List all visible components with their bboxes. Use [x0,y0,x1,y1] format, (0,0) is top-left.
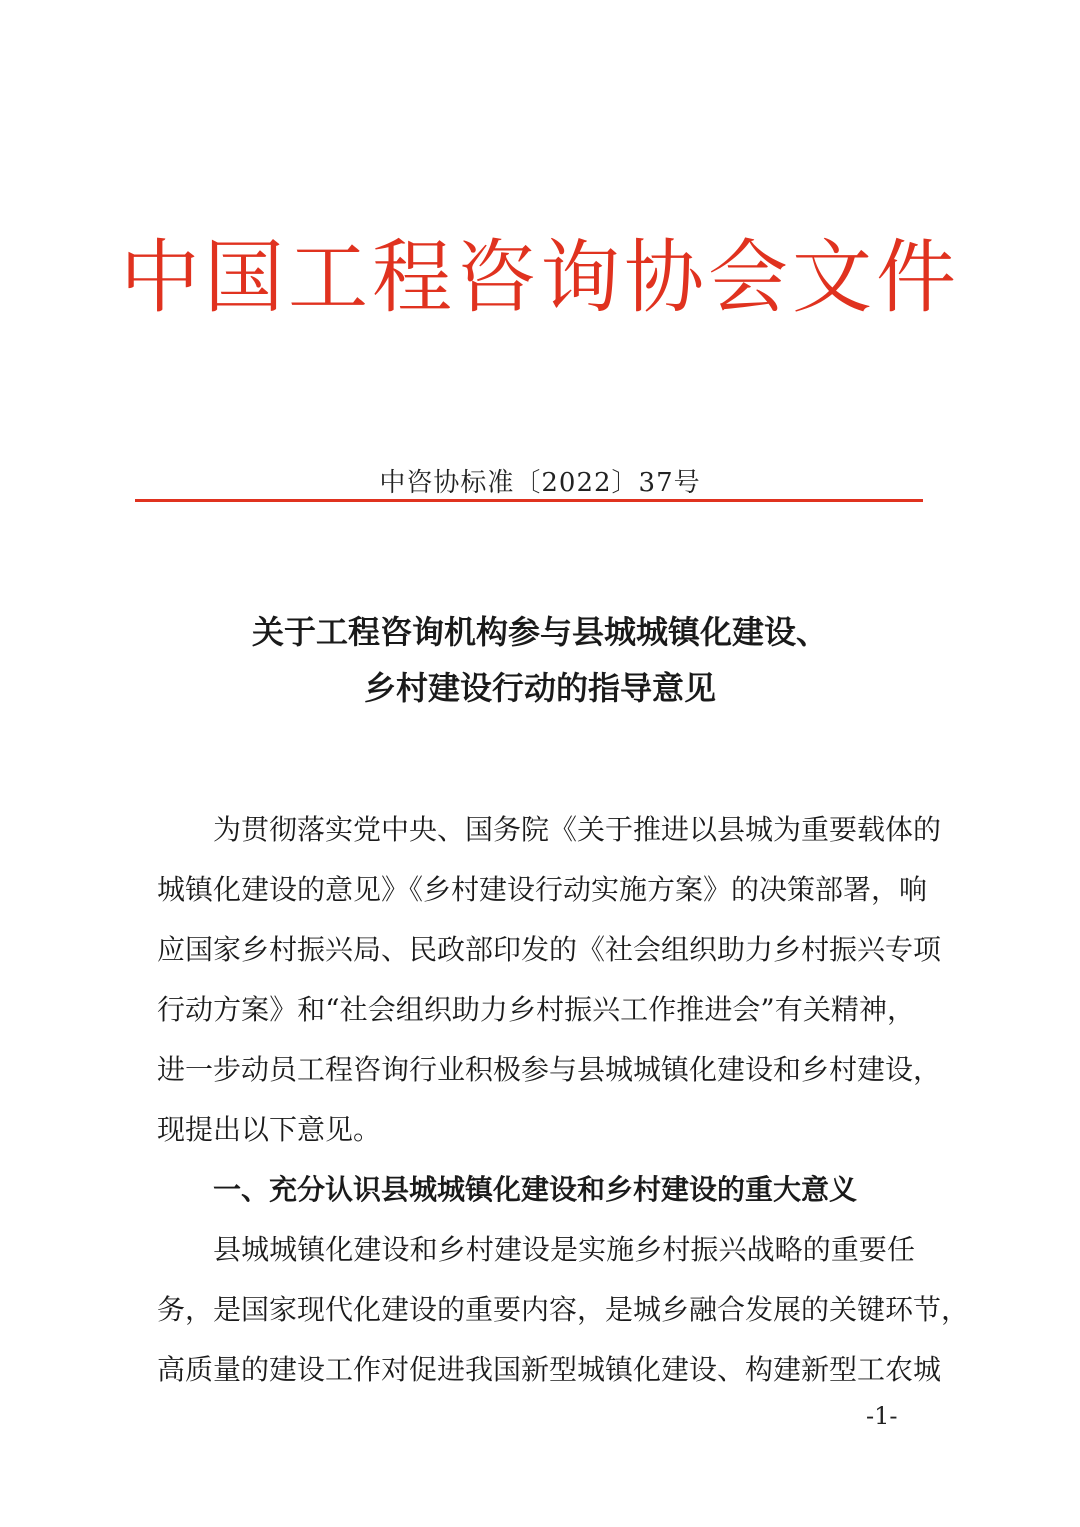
document-body [157,800,970,1400]
document-title [0,604,1080,716]
intro-line: 进一步动员工程咨询行业积极参与县城城镇化建设和乡村建设， [157,1053,942,1086]
page-number: -1- [866,1402,898,1430]
section-heading: 一、充分认识县城城镇化建设和乡村建设的重大意义 [213,1173,858,1206]
section-line: 务，是国家现代化建设的重要内容，是城乡融合发展的关键环节， [157,1293,970,1326]
intro-line: 应国家乡村振兴局、民政部印发的《社会组织助力乡村振兴专项 [157,933,942,966]
intro-line: 行动方案》和“社会组织助力乡村振兴工作推进会”有关精神， [157,993,915,1026]
title-line-2: 乡村建设行动的指导意见 [363,669,716,707]
document-number: 中咨协标准〔2022〕37号 [379,468,701,498]
intro-line: 为贯彻落实党中央、国务院《关于推进以县城为重要载体的 [213,813,942,846]
red-divider-line [135,499,923,502]
section-line: 县城城镇化建设和乡村建设是实施乡村振兴战略的重要任 [213,1233,915,1266]
title-line-1: 关于工程咨询机构参与县城城镇化建设、 [251,613,828,651]
masthead-title: 中国工程咨询协会文件 [120,231,960,324]
intro-line: 城镇化建设的意见》《乡村建设行动实施方案》的决策部署，响 [157,873,928,906]
intro-line: 现提出以下意见。 [157,1113,382,1146]
section-line: 高质量的建设工作对促进我国新型城镇化建设、构建新型工农城 [157,1353,942,1386]
